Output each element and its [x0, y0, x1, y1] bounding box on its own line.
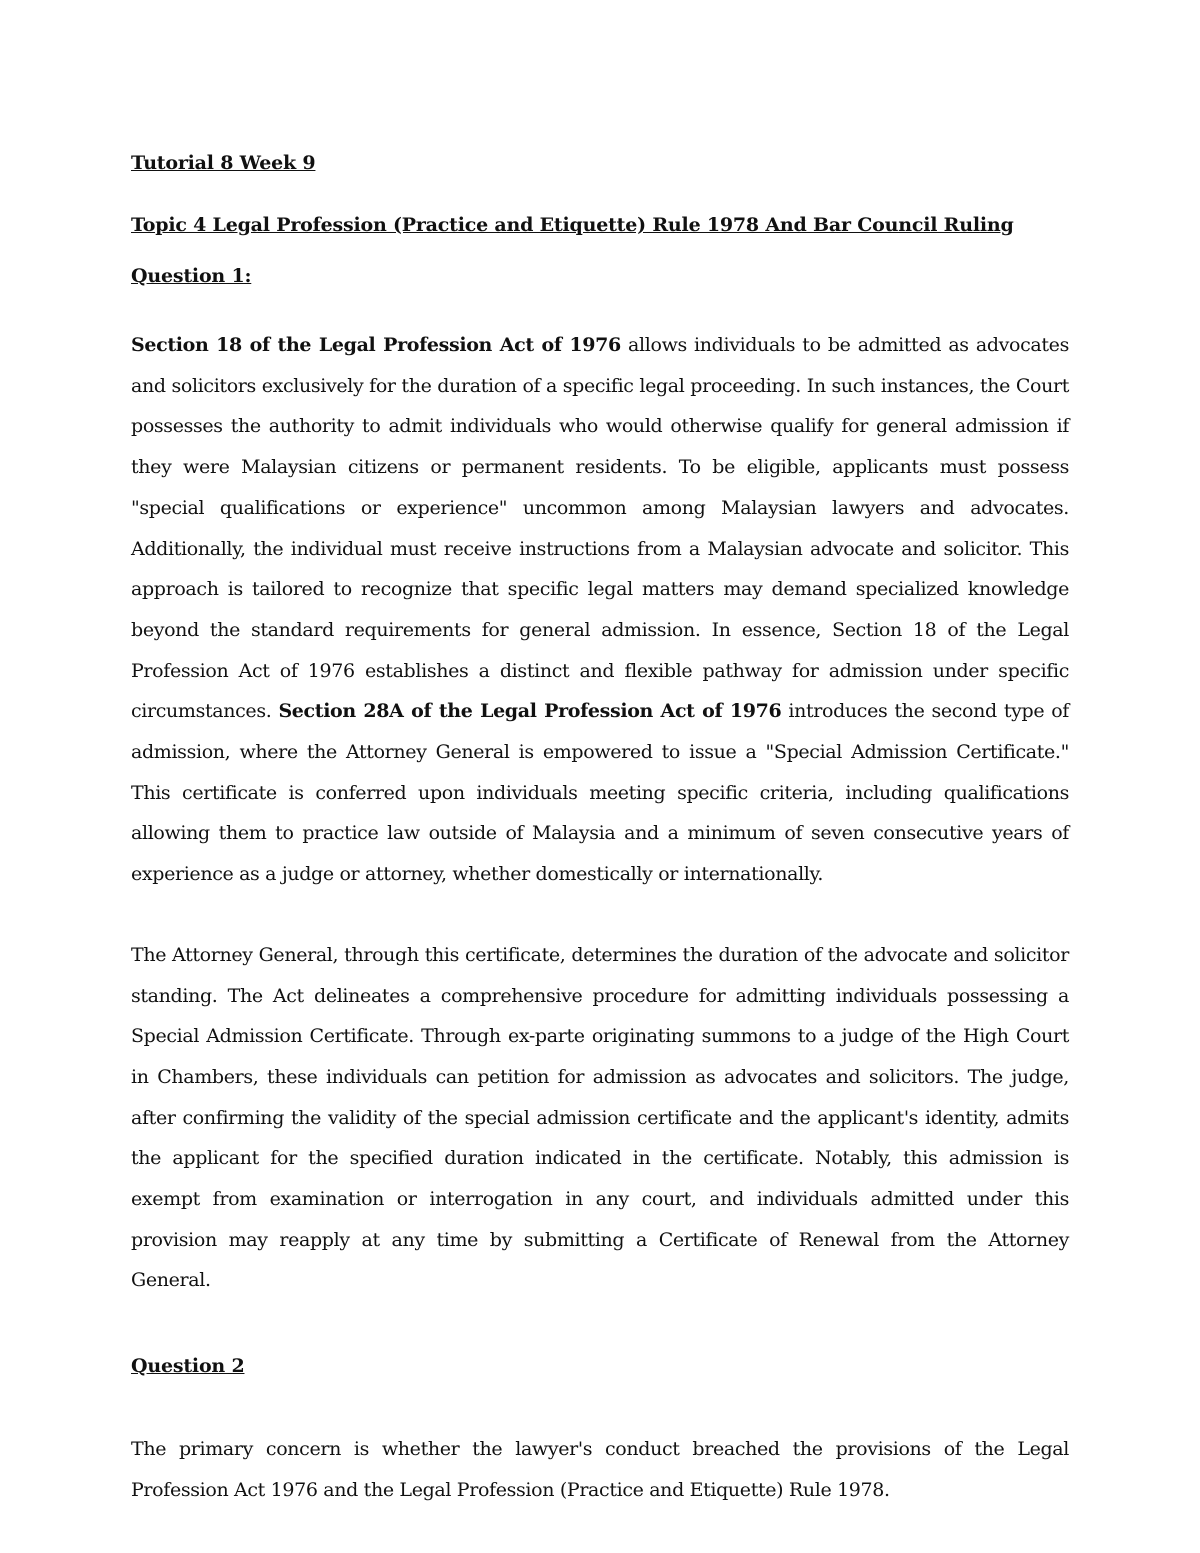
- question-2-heading: Question 2: [131, 1355, 245, 1378]
- question-2-paragraph-1: The primary concern is whether the lawyer's conduct breached the provisions of the Legal Profession Act 1976 and the Legal Profession (Practice and Etiquette) Rule 1978.: [131, 1438, 1069, 1501]
- paragraph-1-text-b: introduces the second type of admission, where the Attorney General is empowered to issue a "Special Admission Certificate." This certificate is conferred upon individuals meeting specific criteria, including qualifications allowing them to practice law outside of Malaysia and a minimum of seven consecutive years of experience as a judge or attorney, whether domestically or internationally.: [131, 700, 1069, 886]
- question-1-paragraph-1: [131, 325, 1069, 895]
- tutorial-title: Tutorial 8 Week 9: [131, 152, 316, 174]
- document-page: [131, 146, 1069, 1511]
- section-28a-reference: Section 28A of the Legal Profession Act of 1976: [278, 700, 782, 723]
- paragraph-1-text-a: allows individuals to be admitted as advocates and solicitors exclusively for the duration of a specific legal proceeding. In such instances, the Court possesses the authority to admit individuals who would otherwise qualify for general admission if they were Malaysian citizens or permanent residents. To be eligible, applicants must possess "special qualifications or experience" uncommon among Malaysian lawyers and advocates. Additionally, the individual must receive instructions from a Malaysian advocate and solicitor. This approach is tailored to recognize that specific legal matters may demand specialized knowledge beyond the standard requirements for general admission. In essence, Section 18 of the Legal Profession Act of 1976 establishes a distinct and flexible pathway for admission under specific circumstances.: [131, 334, 1069, 723]
- question-1-heading: Question 1:: [131, 265, 252, 287]
- topic-title: Topic 4 Legal Profession (Practice and Etiquette) Rule 1978 And Bar Council Ruling: [131, 214, 1014, 236]
- question-1-paragraph-2: The Attorney General, through this certificate, determines the duration of the advocate and solicitor standing. The Act delineates a comprehensive procedure for admitting individuals possessing a Special Admission Certificate. Through ex-parte originating summons to a judge of the High Court in Chambers, these individuals can petition for admission as advocates and solicitors. The judge, after confirming the validity of the special admission certificate and the applicant's identity, admits the applicant for the specified duration indicated in the certificate. Notably, this admission is exempt from examination or interrogation in any court, and individuals admitted under this provision may reapply at any time by submitting a Certificate of Renewal from the Attorney General.: [131, 943, 1069, 1292]
- section-18-reference: Section 18 of the Legal Profession Act of 1976: [131, 334, 621, 356]
